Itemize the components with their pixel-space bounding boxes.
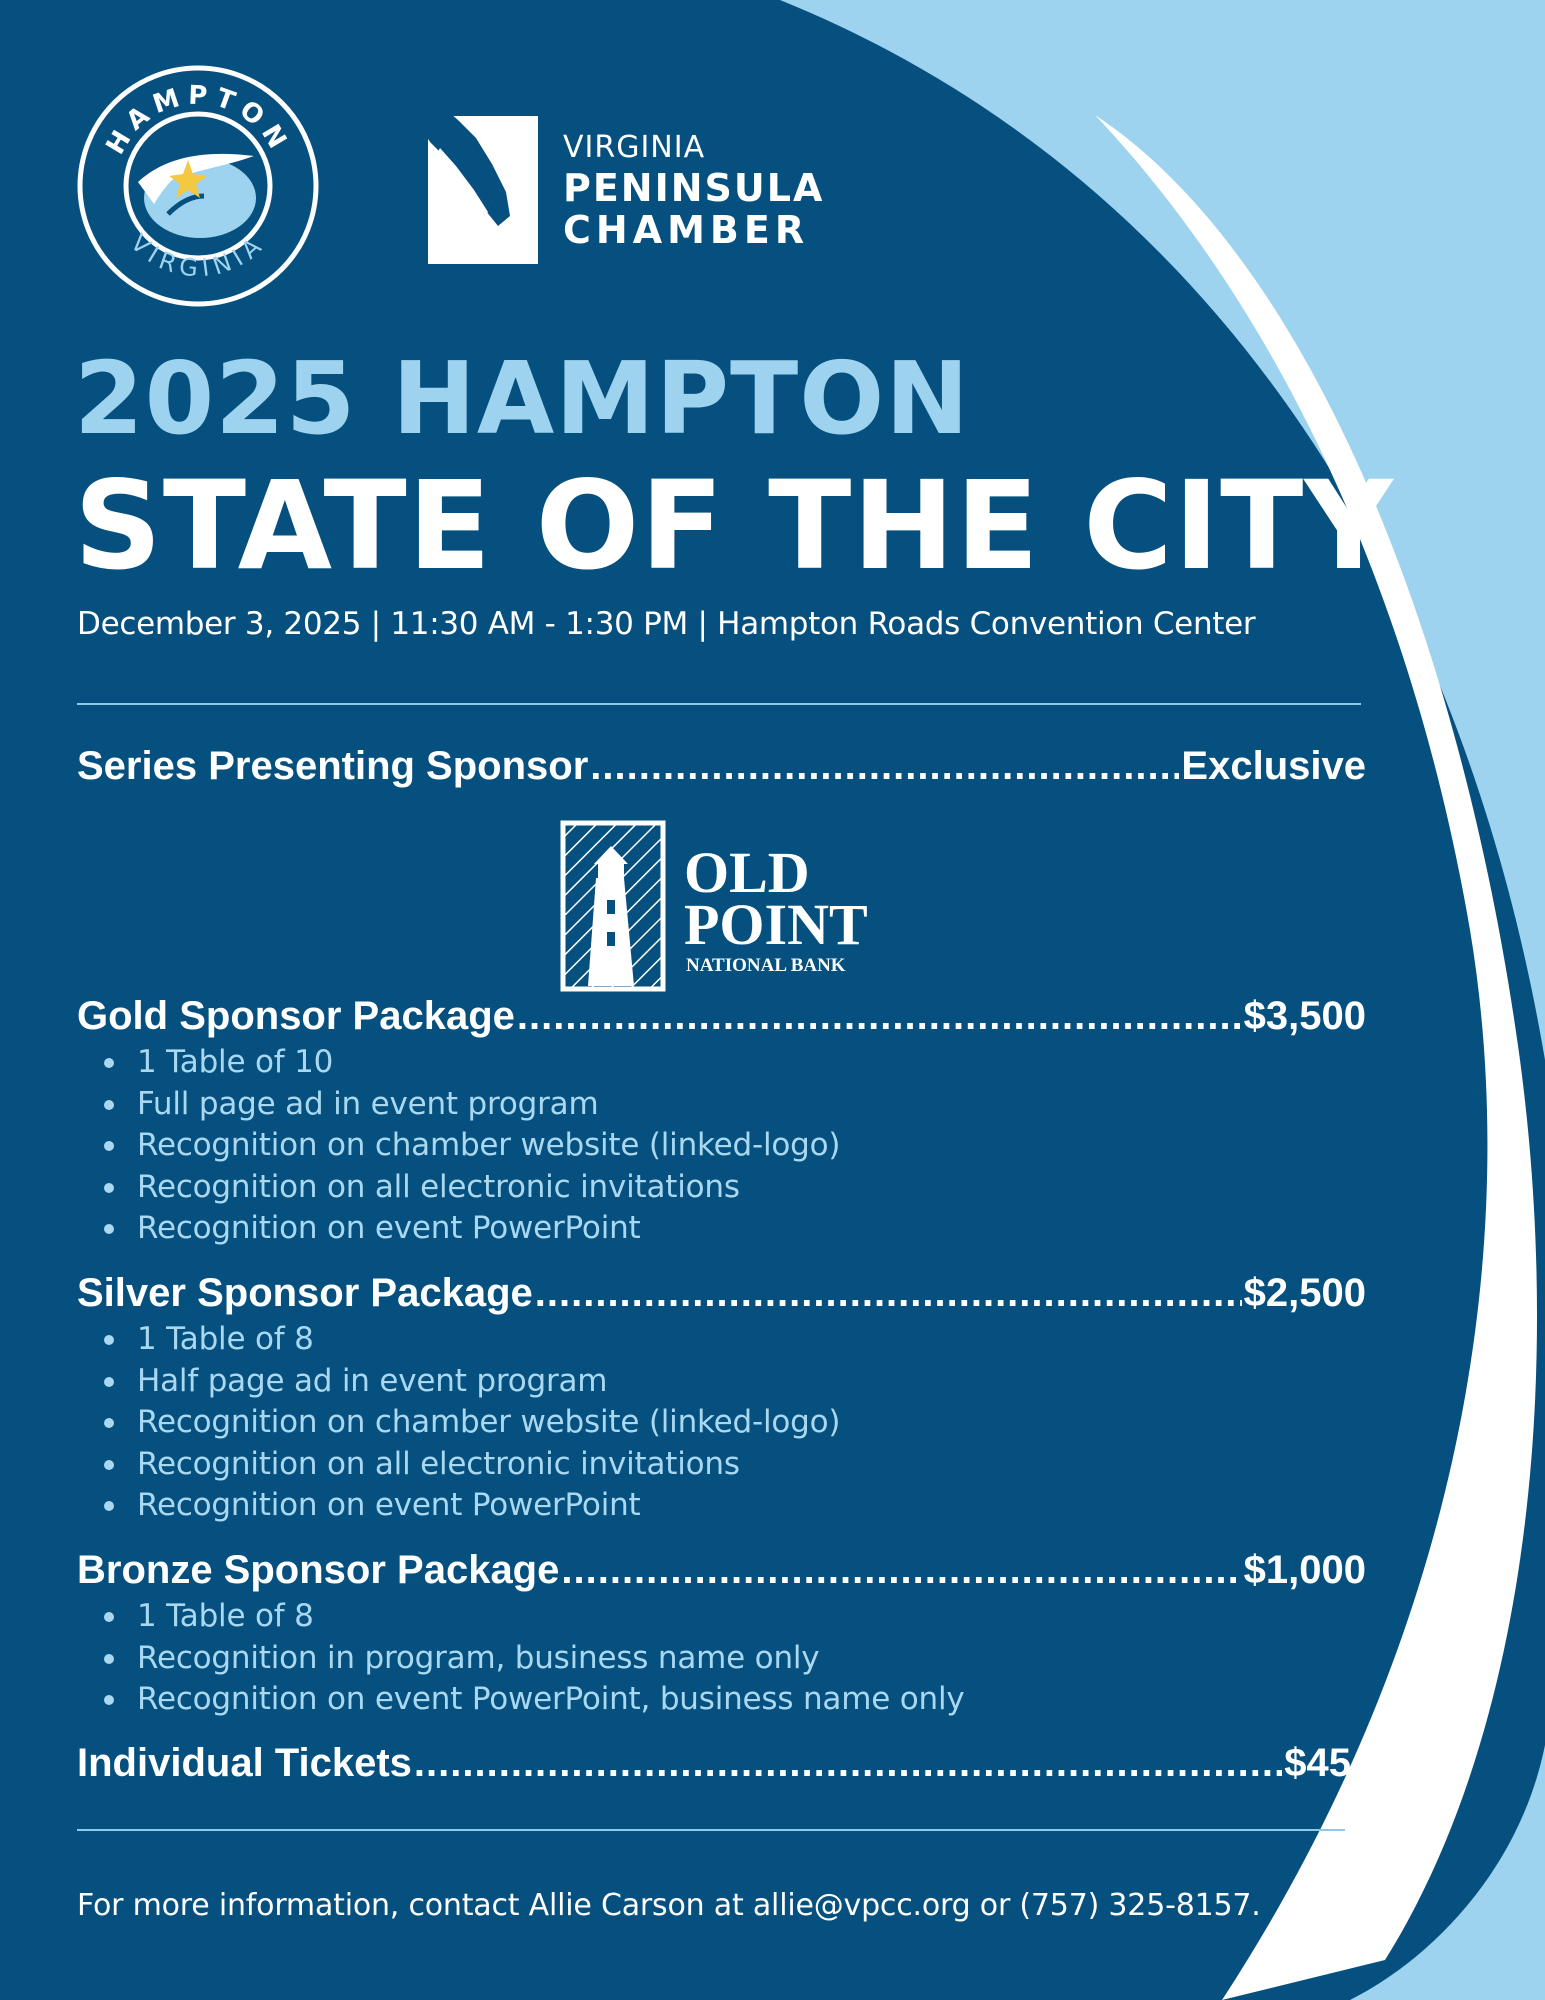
silver-package-row [77,1271,1366,1316]
seal-bottom-text: VIRGINIA [125,228,271,283]
bronze-benefits-list [98,1596,965,1721]
seal-top-text: HAMPTON [100,80,296,160]
tickets-label: Individual Tickets [77,1741,412,1785]
tickets-price: $45 [1284,1741,1351,1785]
chamber-logo-line2: PENINSULA [563,166,825,210]
sponsor-logo-line1: OLD [684,840,810,905]
leader-dots [517,994,1242,1039]
headline-title: STATE OF THE CITY [74,455,1394,597]
bronze-package-label: Bronze Sponsor Package [77,1548,560,1592]
gold-benefits-list [98,1042,840,1250]
bottom-divider [77,1829,1345,1831]
silver-package-label: Silver Sponsor Package [77,1271,533,1315]
list-item: Recognition on chamber website (linked-logo) [98,1125,840,1167]
hampton-virginia-logo [76,64,320,308]
list-item: Recognition on event PowerPoint, business name only [98,1679,965,1721]
leader-dots [414,1741,1282,1786]
tickets-row [77,1741,1351,1786]
chamber-logo-line3: CHAMBER [563,208,810,252]
old-point-national-bank-logo [560,820,900,992]
silver-benefits-list [98,1319,840,1527]
gold-package-price: $3,500 [1243,994,1366,1038]
silver-package-price: $2,500 [1243,1271,1366,1315]
top-divider [77,703,1361,705]
list-item: Recognition on chamber website (linked-logo) [98,1402,840,1444]
gold-package-row [77,994,1366,1039]
chamber-logo-line1: VIRGINIA [563,130,706,165]
list-item: 1 Table of 10 [98,1042,840,1084]
list-item: Half page ad in event program [98,1361,840,1403]
event-details: December 3, 2025 | 11:30 AM - 1:30 PM | Hampton Roads Convention Center [77,606,1256,642]
leader-dots [561,1548,1241,1593]
virginia-peninsula-chamber-logo [418,108,825,268]
sponsor-logo-line2: POINT [684,892,868,957]
presenting-sponsor-row [77,744,1366,789]
list-item: 1 Table of 8 [98,1596,965,1638]
leader-dots [590,744,1179,789]
leader-dots [535,1271,1242,1316]
bronze-package-price: $1,000 [1243,1548,1366,1592]
list-item: 1 Table of 8 [98,1319,840,1361]
list-item: Recognition on event PowerPoint [98,1208,840,1250]
list-item: Recognition in program, business name only [98,1638,965,1680]
list-item: Recognition on event PowerPoint [98,1485,840,1527]
gold-package-label: Gold Sponsor Package [77,994,515,1038]
list-item: Recognition on all electronic invitations [98,1444,840,1486]
contact-info: For more information, contact Allie Carson at allie@vpcc.org or (757) 325-8157. [77,1888,1261,1923]
bronze-package-row [77,1548,1366,1593]
sponsor-logo-line3: NATIONAL BANK [686,955,846,976]
list-item: Recognition on all electronic invitations [98,1167,840,1209]
list-item: Full page ad in event program [98,1084,840,1126]
presenting-sponsor-value: Exclusive [1181,744,1366,788]
presenting-sponsor-label: Series Presenting Sponsor [77,744,589,788]
headline-year: 2025 HAMPTON [74,340,970,457]
